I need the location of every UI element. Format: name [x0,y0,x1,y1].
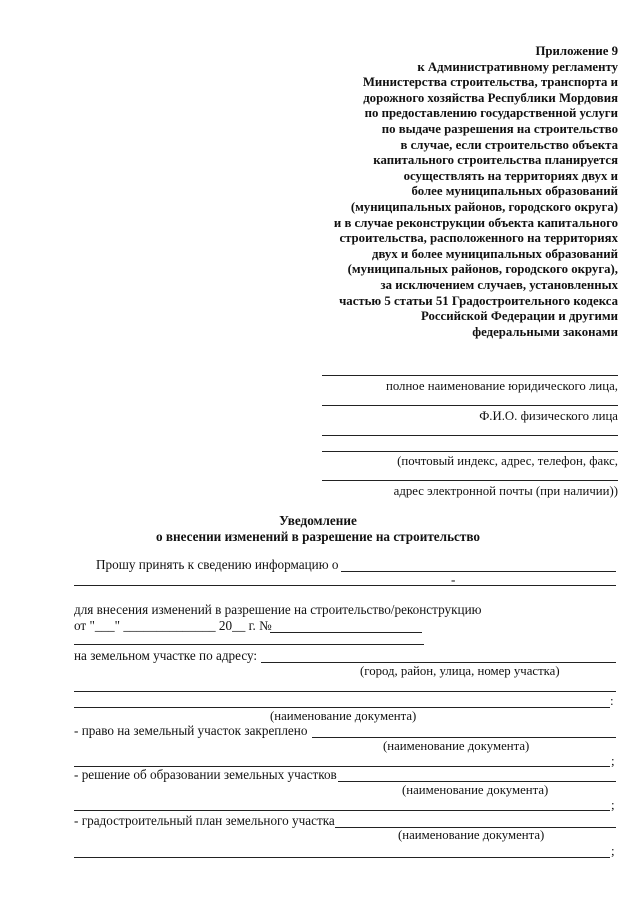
email-line[interactable] [322,480,618,481]
appendix-header [298,44,618,340]
appendix-line: капитального строительства планируется [373,153,618,168]
permit-number-line[interactable] [270,632,422,633]
document-name-caption-2: (наименование документа) [383,739,530,753]
person-name-caption: Ф.И.О. физического лица [479,409,618,423]
legal-entity-line[interactable] [322,375,618,376]
dash-mark: - [451,572,456,587]
document-name-caption-1: (наименование документа) [270,709,417,723]
info-subject-line[interactable] [341,571,616,572]
document-title: Уведомление [279,513,357,528]
address-line-1[interactable] [322,435,618,436]
gradplan-line-2[interactable] [74,857,610,858]
document-name-caption-3: (наименование документа) [402,783,549,797]
gradplan-label: - градостроительный план земельного участка [74,813,335,828]
document-subtitle: о внесении изменений в разрешение на строительство [155,529,480,544]
appendix-line: частью 5 статьи 51 Градостроительного кодекса [339,293,618,308]
appendix-line: (муниципальных районов, городского округа) [350,199,618,214]
appendix-line: федеральными законами [472,324,618,339]
appendix-line: дорожного хозяйства Республики Мордовия [363,90,618,105]
appendix-line: строительства, расположенного на территориях [339,231,618,246]
permit-date-number: от "___" ______________ 20__ г. № [74,618,272,633]
appendix-line: осуществлять на территориях двух и [403,168,618,183]
land-address-line-2[interactable] [74,691,616,692]
document-name-caption-4: (наименование документа) [398,828,545,842]
appendix-line: за исключением случаев, установленных [380,277,618,292]
request-text: Прошу принять к сведению информацию о [96,557,339,572]
semicolon-mark-3: ; [611,843,615,858]
land-formation-line-2[interactable] [74,810,610,811]
appendix-line: двух и более муниципальных образований [371,246,618,261]
purpose-text: для внесения изменений в разрешение на строительство/реконструкцию [74,602,482,617]
person-name-line[interactable] [322,405,618,406]
permit-extra-line[interactable] [74,644,424,645]
email-caption: адрес электронной почты (при наличии)) [393,484,618,498]
appendix-line: в случае, если строительство объекта [400,137,618,152]
appendix-line: (муниципальных районов, городского округа), [347,262,618,277]
appendix-line: Министерства строительства, транспорта и [362,75,618,90]
address-line-2[interactable] [322,451,618,452]
postal-address-caption: (почтовый индекс, адрес, телефон, факс, [397,454,618,468]
appendix-line: Приложение 9 [535,44,618,58]
info-continuation-line[interactable] [74,585,616,586]
appendix-line: по предоставлению государственной услуги [364,106,618,121]
appendix-line: более муниципальных образований [411,184,618,199]
land-address-label: на земельном участке по адресу: [74,648,258,663]
appendix-line: по выдаче разрешения на строительство [381,121,618,136]
legal-entity-caption: полное наименование юридического лица, [385,379,618,393]
land-formation-label: - решение об образовании земельных участков [74,767,337,782]
colon-mark: : [610,693,614,708]
land-right-label: - право на земельный участок закреплено [74,723,308,738]
land-address-caption: (город, район, улица, номер участка) [360,664,560,678]
semicolon-mark-1: ; [611,753,615,768]
appendix-line: к Административному регламенту [417,59,618,74]
appendix-line: Российской Федерации и другими [420,309,618,324]
semicolon-mark-2: ; [611,797,615,812]
appendix-line: и в случае реконструкции объекта капитального [333,215,618,230]
